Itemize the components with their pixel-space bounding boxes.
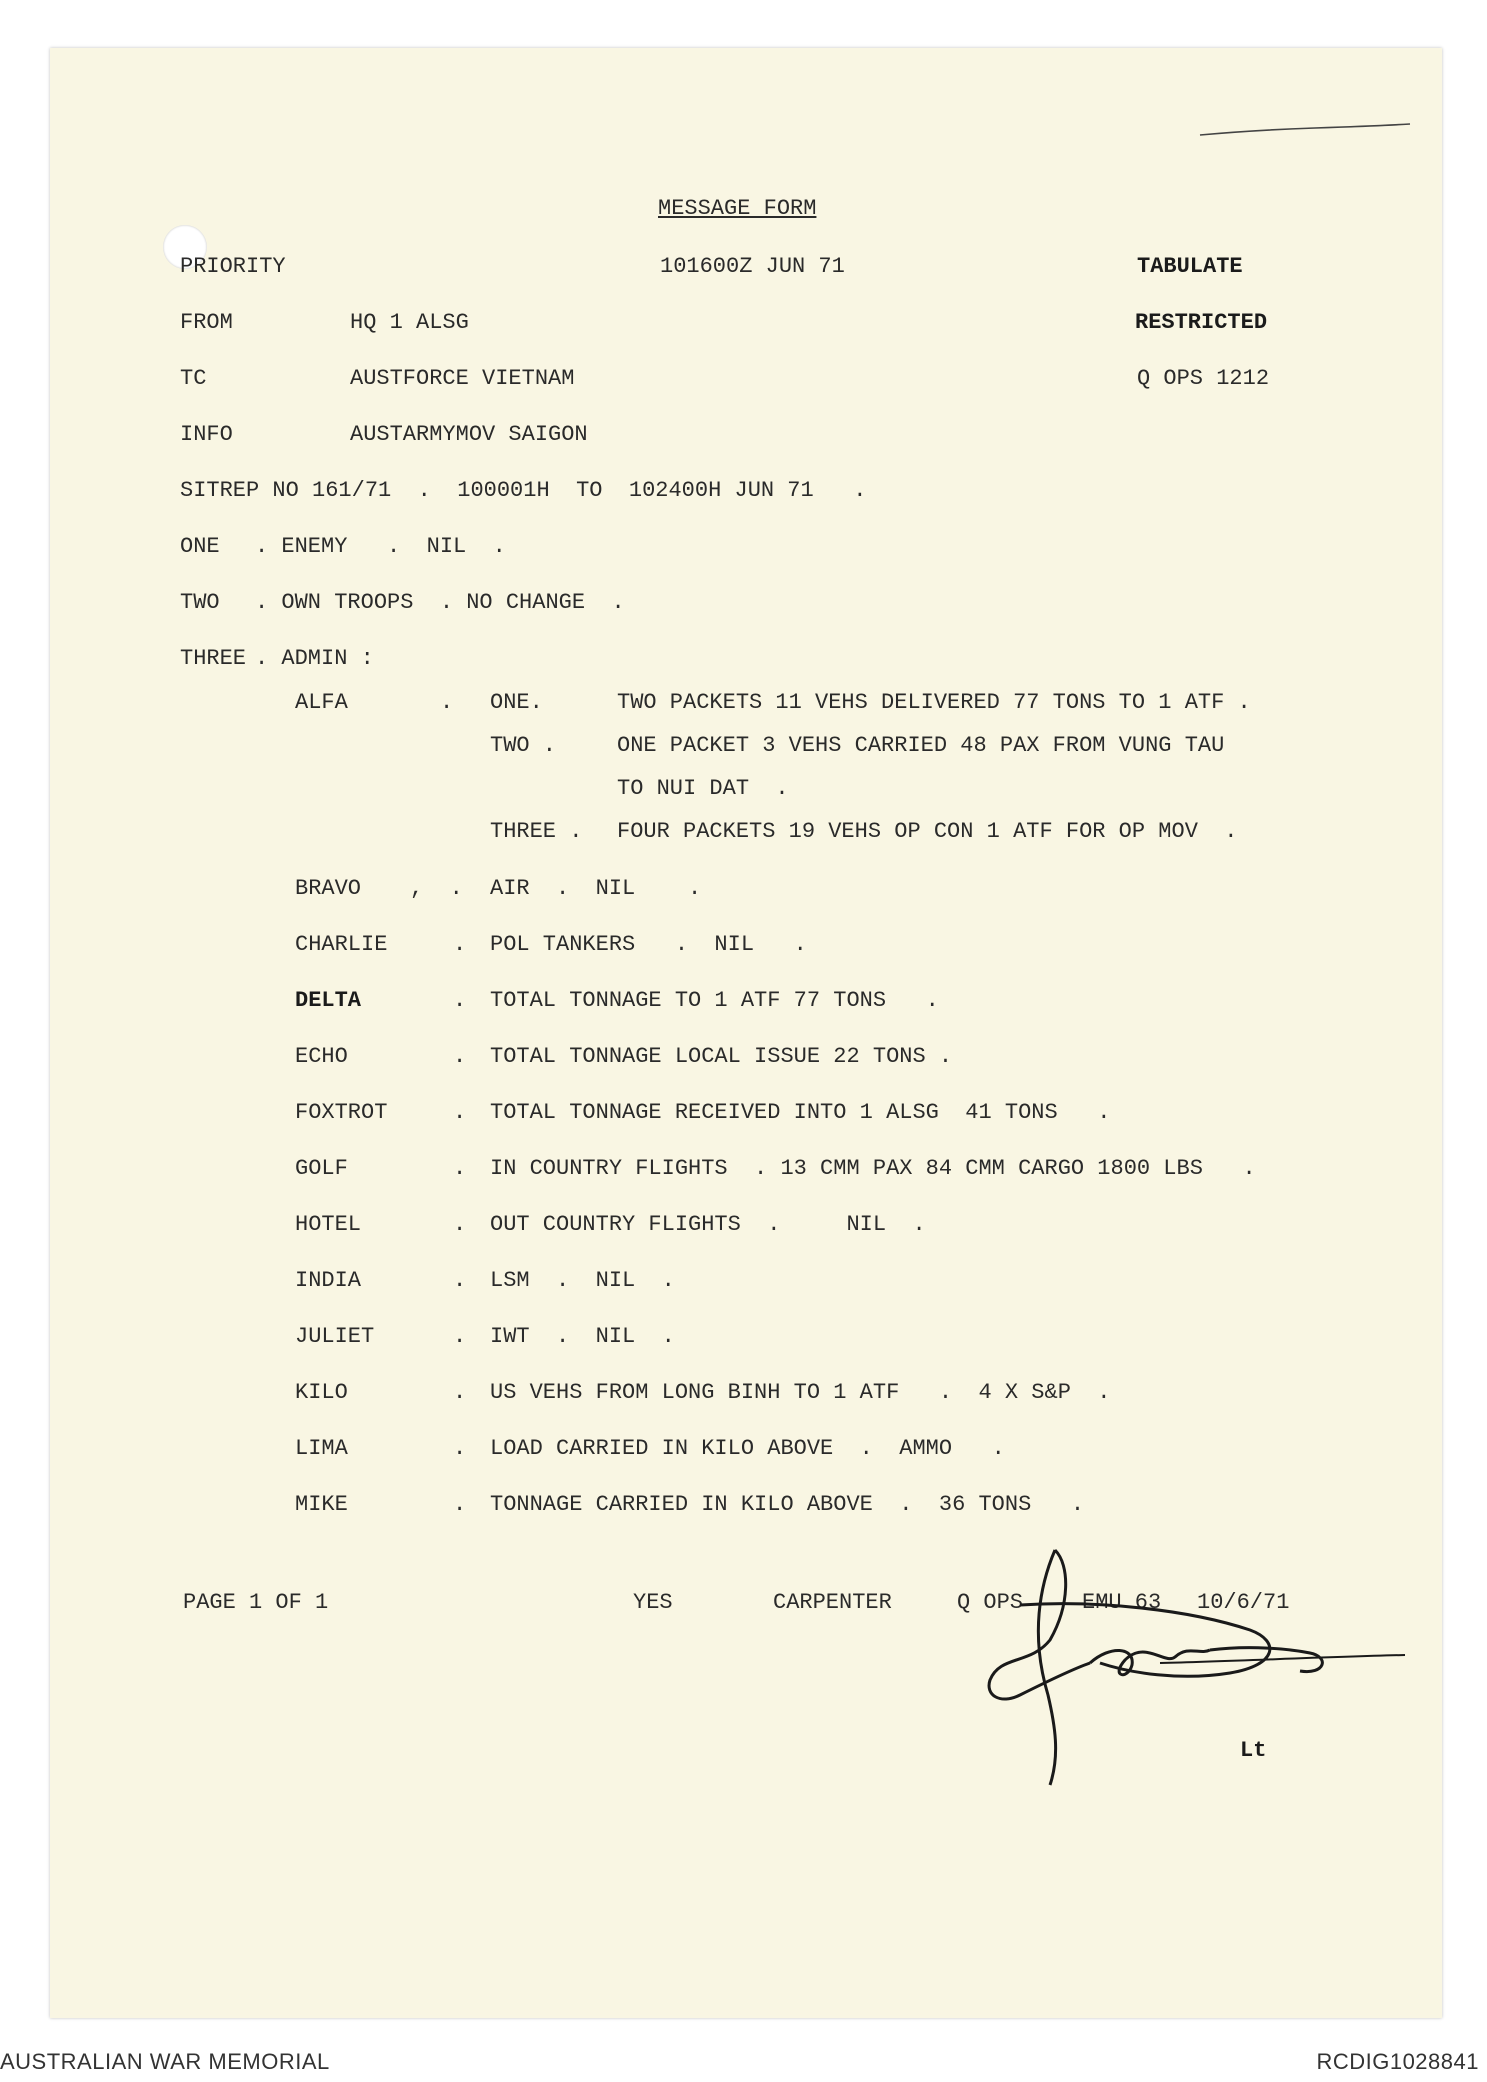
para-text: . ENEMY . NIL .: [255, 534, 506, 559]
subpara-text: OUT COUNTRY FLIGHTS . NIL .: [490, 1212, 926, 1237]
para-number: ONE: [180, 534, 220, 559]
subpara-text: AIR . NIL .: [490, 876, 702, 901]
subpara-label: ALFA: [295, 690, 348, 715]
subpara-text: US VEHS FROM LONG BINH TO 1 ATF . 4 X S&P .: [490, 1380, 1111, 1405]
para-number: TWO: [180, 590, 220, 615]
subpara-label: DELTA: [295, 988, 362, 1013]
subpara-label: LIMA: [295, 1436, 348, 1461]
subpara-label: FOXTROT: [295, 1100, 388, 1125]
subpara-text: TOTAL TONNAGE LOCAL ISSUE 22 TONS .: [490, 1044, 953, 1069]
extension-number: EMU 63: [1082, 1590, 1162, 1615]
to-value: AUSTFORCE VIETNAM: [350, 366, 575, 391]
para-text: . OWN TROOPS . NO CHANGE .: [255, 590, 625, 615]
archive-id: RCDIG1028841: [1316, 2049, 1479, 2074]
subpara-label: KILO: [295, 1380, 348, 1405]
subpara-label: GOLF: [295, 1156, 348, 1181]
info-value: AUSTARMYMOV SAIGON: [350, 422, 588, 447]
subpara-separator: .: [440, 690, 454, 715]
originator-name: CARPENTER: [773, 1590, 892, 1615]
form-title: MESSAGE FORM: [658, 196, 817, 221]
subpara-label: MIKE: [295, 1492, 348, 1517]
alfa-item-number: ONE.: [490, 690, 543, 715]
alfa-item-number: THREE .: [490, 819, 583, 844]
alfa-item-text: FOUR PACKETS 19 VEHS OP CON 1 ATF FOR OP MOV .: [617, 819, 1238, 844]
subpara-separator: .: [453, 1268, 467, 1293]
subpara-text: IWT . NIL .: [490, 1324, 675, 1349]
subpara-label: INDIA: [295, 1268, 362, 1293]
to-label: TC: [180, 366, 207, 391]
sitrep-line: SITREP NO 161/71 . 100001H TO 102400H JUN 71 .: [180, 478, 867, 503]
signatory-rank: Lt: [1240, 1738, 1267, 1763]
subpara-label: ECHO: [295, 1044, 348, 1069]
subpara-separator: .: [453, 1156, 467, 1181]
subpara-separator: , .: [410, 876, 463, 901]
subpara-label: CHARLIE: [295, 932, 388, 957]
subpara-label: HOTEL: [295, 1212, 362, 1237]
alfa-item-text: ONE PACKET 3 VEHS CARRIED 48 PAX FROM VUNG TAU: [617, 733, 1225, 758]
subpara-separator: .: [453, 1100, 467, 1125]
subpara-text: TOTAL TONNAGE TO 1 ATF 77 TONS .: [490, 988, 939, 1013]
subpara-text: LSM . NIL .: [490, 1268, 675, 1293]
subpara-text: LOAD CARRIED IN KILO ABOVE . AMMO .: [490, 1436, 1005, 1461]
priority-label: PRIORITY: [180, 254, 286, 279]
alfa-item-text: TO NUI DAT .: [617, 776, 789, 801]
para-text: . ADMIN :: [255, 646, 374, 671]
subpara-separator: .: [453, 988, 467, 1013]
subpara-separator: .: [453, 1212, 467, 1237]
alfa-item-text: TWO PACKETS 11 VEHS DELIVERED 77 TONS TO 1 ATF .: [617, 690, 1251, 715]
message-date: 10/6/71: [1197, 1590, 1290, 1615]
subpara-text: IN COUNTRY FLIGHTS . 13 CMM PAX 84 CMM CARGO 1800 LBS .: [490, 1156, 1256, 1181]
subpara-text: POL TANKERS . NIL .: [490, 932, 807, 957]
para-number: THREE: [180, 646, 247, 671]
subpara-text: TONNAGE CARRIED IN KILO ABOVE . 36 TONS .: [490, 1492, 1085, 1517]
subpara-separator: .: [453, 1492, 467, 1517]
originator-department: Q OPS: [957, 1590, 1024, 1615]
subpara-label: JULIET: [295, 1324, 375, 1349]
reference-number: Q OPS 1212: [1137, 366, 1270, 391]
pen-mark: [1195, 120, 1415, 140]
info-label: INFO: [180, 422, 233, 447]
archive-credit: AUSTRALIAN WAR MEMORIAL: [0, 2049, 330, 2074]
subpara-label: BRAVO: [295, 876, 362, 901]
subpara-text: TOTAL TONNAGE RECEIVED INTO 1 ALSG 41 TONS .: [490, 1100, 1111, 1125]
subpara-separator: .: [453, 1324, 467, 1349]
from-value: HQ 1 ALSG: [350, 310, 469, 335]
from-label: FROM: [180, 310, 233, 335]
subpara-separator: .: [453, 932, 467, 957]
subpara-separator: .: [453, 1044, 467, 1069]
handwritten-signature: [960, 1545, 1420, 1795]
date-time-group: 101600Z JUN 71: [660, 254, 845, 279]
subpara-separator: .: [453, 1380, 467, 1405]
tabulate-label: TABULATE: [1137, 254, 1243, 279]
page-count: PAGE 1 OF 1: [183, 1590, 329, 1615]
classification-label: RESTRICTED: [1135, 310, 1268, 335]
yes-mark: YES: [633, 1590, 673, 1615]
alfa-item-number: TWO .: [490, 733, 557, 758]
subpara-separator: .: [453, 1436, 467, 1461]
